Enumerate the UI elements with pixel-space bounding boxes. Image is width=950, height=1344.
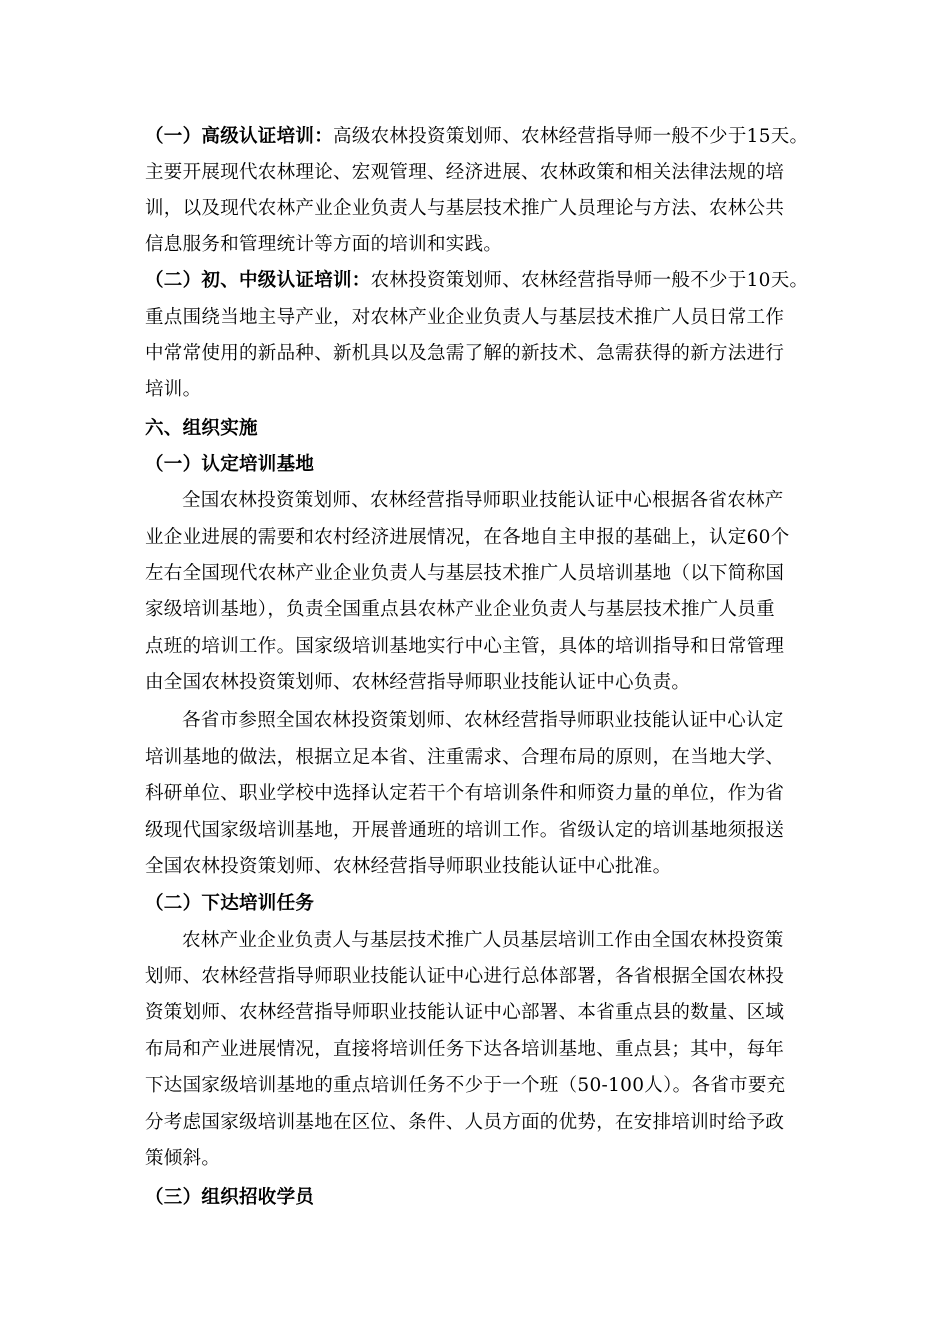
s1-line: 主要开展现代农林理论、宏观管理、经济进展、农林政策和相关法律法规的培 [145,162,785,183]
paragraph-line: 分考虑国家级培训基地在区位、条件、人员方面的优势，在安排培训时给予政 [145,1112,785,1133]
s1-line: 信息服务和管理统计等方面的培训和实践。 [145,234,503,255]
paragraph-line: 划师、农林经营指导师职业技能认证中心进行总体部署，各省根据全国农林投 [145,966,785,987]
s1-text: 高级农林投资策划师、农林经营指导师一般不少于15天。 [333,126,809,147]
paragraph-line: 点班的培训工作。国家级培训基地实行中心主管，具体的培训指导和日常管理 [145,636,785,657]
section-heading-6: 六、组织实施 [145,418,258,439]
s2-first-line [145,269,808,293]
paragraph-line: 资策划师、农林经营指导师职业技能认证中心部署、本省重点县的数量、区域 [145,1002,785,1023]
paragraph-line: 下达国家级培训基地的重点培训任务不少于一个班（50-100人）。各省市要充 [145,1075,786,1096]
paragraph-line: 左右全国现代农林产业企业负责人与基层技术推广人员培训基地（以下简称国 [145,563,785,584]
s1-first-line [145,125,808,149]
s2-line: 重点围绕当地主导产业，对农林产业企业负责人与基层技术推广人员日常工作 [145,307,785,328]
paragraph-line: 全国农林投资策划师、农林经营指导师职业技能认证中心批准。 [145,856,672,877]
paragraph-line: 布局和产业进展情况，直接将培训任务下达各培训基地、重点县；其中，每年 [145,1039,785,1060]
paragraph-line: 业企业进展的需要和农村经济进展情况，在各地自主申报的基础上，认定60个 [145,527,790,548]
s2-heading: （二）初、中级认证培训： [145,270,371,291]
paragraph-line: 科研单位、职业学校中选择认定若干个有培训条件和师资力量的单位，作为省 [145,783,785,804]
paragraph-line: 级现代国家级培训基地，开展普通班的培训工作。省级认定的培训基地须报送 [145,820,785,841]
s1-heading: （一）高级认证培训： [145,126,334,147]
paragraph-line: 由全国农林投资策划师、农林经营指导师职业技能认证中心负责。 [145,672,691,693]
paragraph-line: 农林产业企业负责人与基层技术推广人员基层培训工作由全国农林投资策 [182,930,784,951]
s2-line: 中常常使用的新品种、新机具以及急需了解的新技术、急需获得的新方法进行 [145,343,785,364]
s2-text: 农林投资策划师、农林经营指导师一般不少于10天。 [370,270,809,291]
paragraph-line: 家级培训基地），负责全国重点县农林产业企业负责人与基层技术推广人员重 [145,599,775,620]
paragraph-line: 各省市参照全国农林投资策划师、农林经营指导师职业技能认证中心认定 [182,710,784,731]
s2-line: 培训。 [145,379,202,400]
subheading-tasks: （二）下达培训任务 [145,893,315,914]
subheading-base: （一）认定培训基地 [145,454,315,475]
s1-line: 训，以及现代农林产业企业负责人与基层技术推广人员理论与方法、农林公共 [145,198,785,219]
paragraph-line: 策倾斜。 [145,1148,221,1169]
paragraph-line: 培训基地的做法，根据立足本省、注重需求、合理布局的原则，在当地大学、 [145,747,785,768]
subheading-enroll: （三）组织招收学员 [145,1187,315,1208]
paragraph-line: 全国农林投资策划师、农林经营指导师职业技能认证中心根据各省农林产 [182,490,784,511]
